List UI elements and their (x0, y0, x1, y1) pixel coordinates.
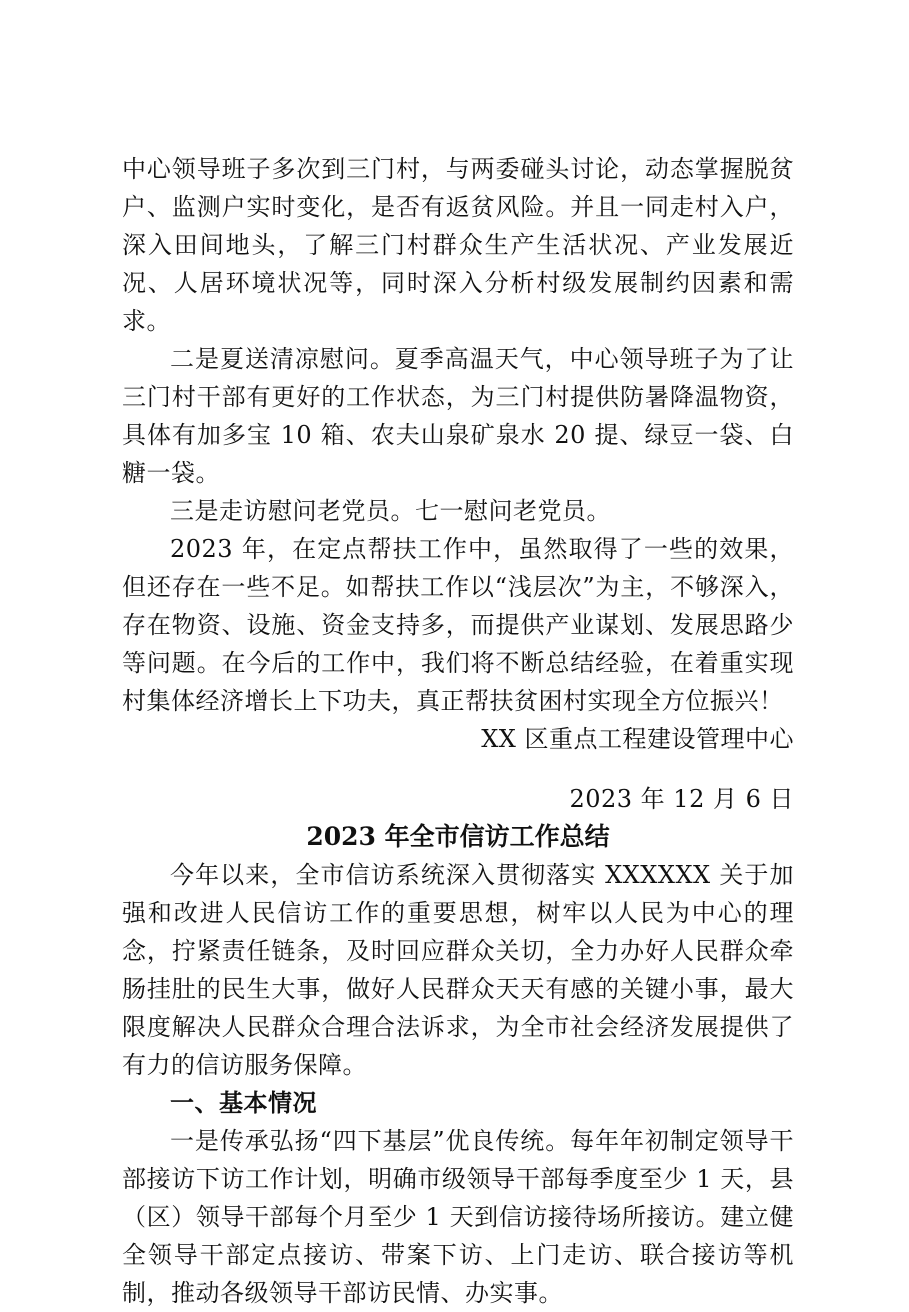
document-body (122, 150, 794, 1312)
document-title: 2023 年全市信访工作总结 (306, 822, 610, 851)
section-heading: 一、基本情况 (170, 1088, 317, 1117)
paragraph-continued: 中心领导班子多次到三门村，与两委碰头讨论，动态掌握脱贫户、监测户实时变化，是否有返贫风险。并且一同走村入户，深入田间地头，了解三门村群众生产生活状况、产业发展近况、人居环境状况等，同时深入分析村级发展制约因素和需求。 (122, 155, 794, 335)
blank-line (122, 758, 794, 780)
paragraph-section1: 一是传承弘扬“四下基层”优良传统。每年年初制定领导干部接访下访工作计划，明确市级领导干部每季度至少 1 天，县（区）领导干部每个月至少 1 天到信访接待场所接访。建立健全领导干部定点接访、带案下访、上门走访、联合接访等机制，推动各级领导干部访民情、办实事。 (122, 1127, 794, 1307)
paragraph-shortcomings: 2023 年，在定点帮扶工作中，虽然取得了一些的效果，但还存在一些不足。如帮扶工作以“浅层次”为主，不够深入，存在物资、设施、资金支持多，而提供产业谋划、发展思路少等问题。在今后的工作中，我们将不断总结经验，在着重实现村集体经济增长上下功夫，真正帮扶贫困村实现全方位振兴！ (122, 535, 794, 715)
signature-date: 2023 年 12 月 6 日 (569, 785, 794, 813)
paragraph-party-members: 三是走访慰问老党员。七一慰问老党员。 (170, 497, 611, 525)
paragraph-intro: 今年以来，全市信访系统深入贯彻落实 XXXXXX 关于加强和改进人民信访工作的重要思想，树牢以人民为中心的理念，拧紧责任链条，及时回应群众关切，全力办好人民群众牵肠挂肚的民生大事，做好人民群众天天有感的关键小事，最大限度解决人民群众合理合法诉求，为全市社会经济发展提供了有力的信访服务保障。 (122, 861, 794, 1079)
paragraph-summer-visit: 二是夏送清凉慰问。夏季高温天气，中心领导班子为了让三门村干部有更好的工作状态，为三门村提供防暑降温物资，具体有加多宝 10 箱、农夫山泉矿泉水 20 提、绿豆一袋、白糖一袋。 (122, 345, 794, 487)
signature-organization: XX 区重点工程建设管理中心 (481, 725, 794, 753)
